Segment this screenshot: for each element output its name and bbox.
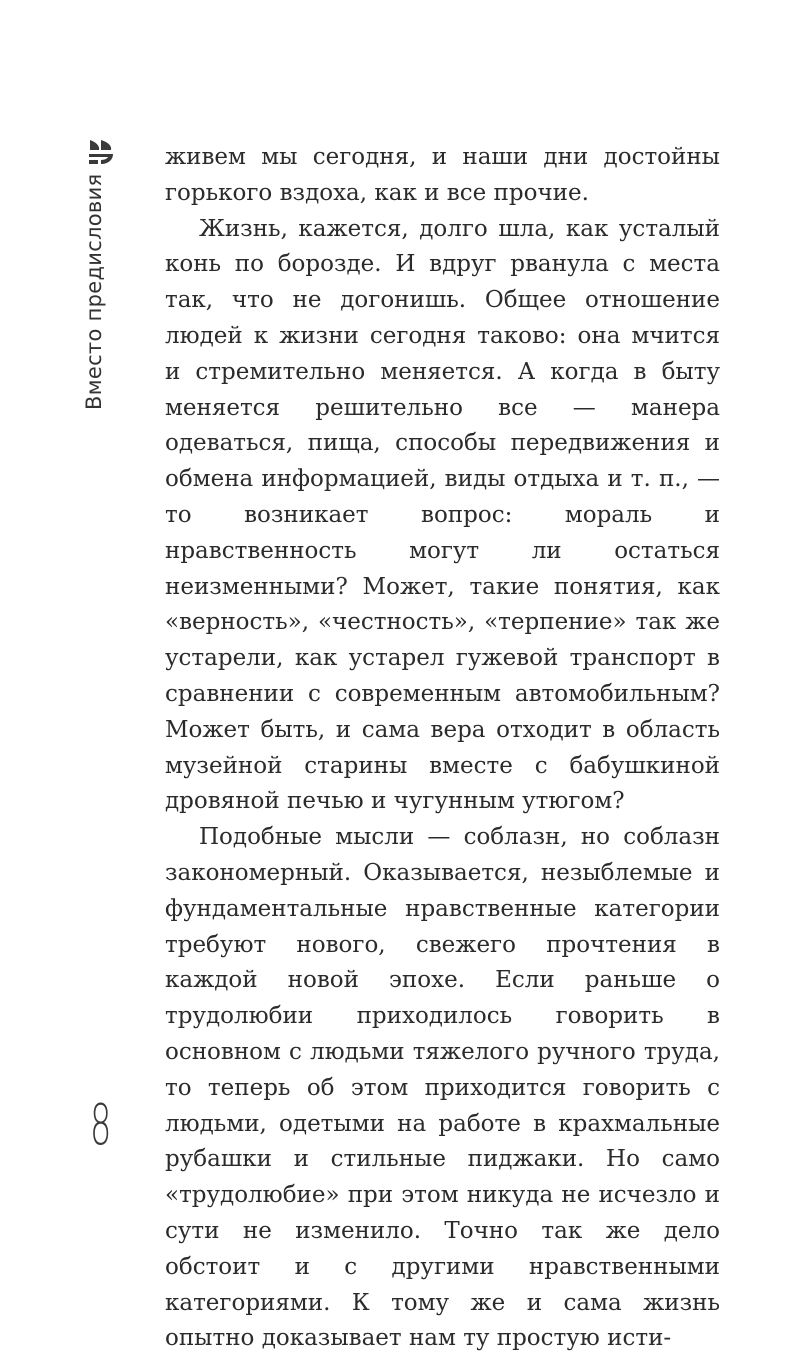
- paragraph-1: живем мы сегодня, и наши дни достойны горького вздоха, как и все прочие.: [165, 144, 720, 206]
- running-head: Вместо предисловия: [82, 173, 106, 410]
- paragraph-3: Подобные мысли — соблазн, но соблазн закономерный. Оказывается, незыблемые и фундаментальные нравственные категории требуют нового, свежего прочтения в каждой новой эпохе. Если раньше о трудолюбии приходилось говорить в основном с людьми тяжелого ручного труда, то теперь об этом приходится говорить с людьми, одетыми на работе в крахмальные рубашки и стильные пиджаки. Но само «трудолюбие» при этом никуда не исчезло и сути не изменило. Точно так же дело обстоит и с другими нравственными категориями. К тому же и сама жизнь опытно доказывает нам ту простую исти-: [165, 824, 720, 1352]
- page-number: 8: [90, 1093, 112, 1158]
- paragraph-2: Жизнь, кажется, долго шла, как усталый конь по борозде. И вдруг рванула с места так, что не догонишь. Общее отношение людей к жизни сегодня таково: она мчится и стремительно меняется. А когда в быту меняется решительно все — манера одеваться, пища, способы передвижения и обмена информацией, виды отдыха и т. п., — то возникает вопрос: мораль и нравственность могут ли остаться неизменными? Может, такие понятия, как «верность», «честность», «терпение» так же устарели, как устарел гужевой транспорт в сравнении с современным автомобильным? Может быть, и сама вера отходит в область музейной старины вместе с бабушкиной дровяной печью и чугунным утюгом?: [165, 215, 720, 815]
- body-text: [165, 140, 720, 1357]
- publisher-logo-icon: [86, 136, 116, 168]
